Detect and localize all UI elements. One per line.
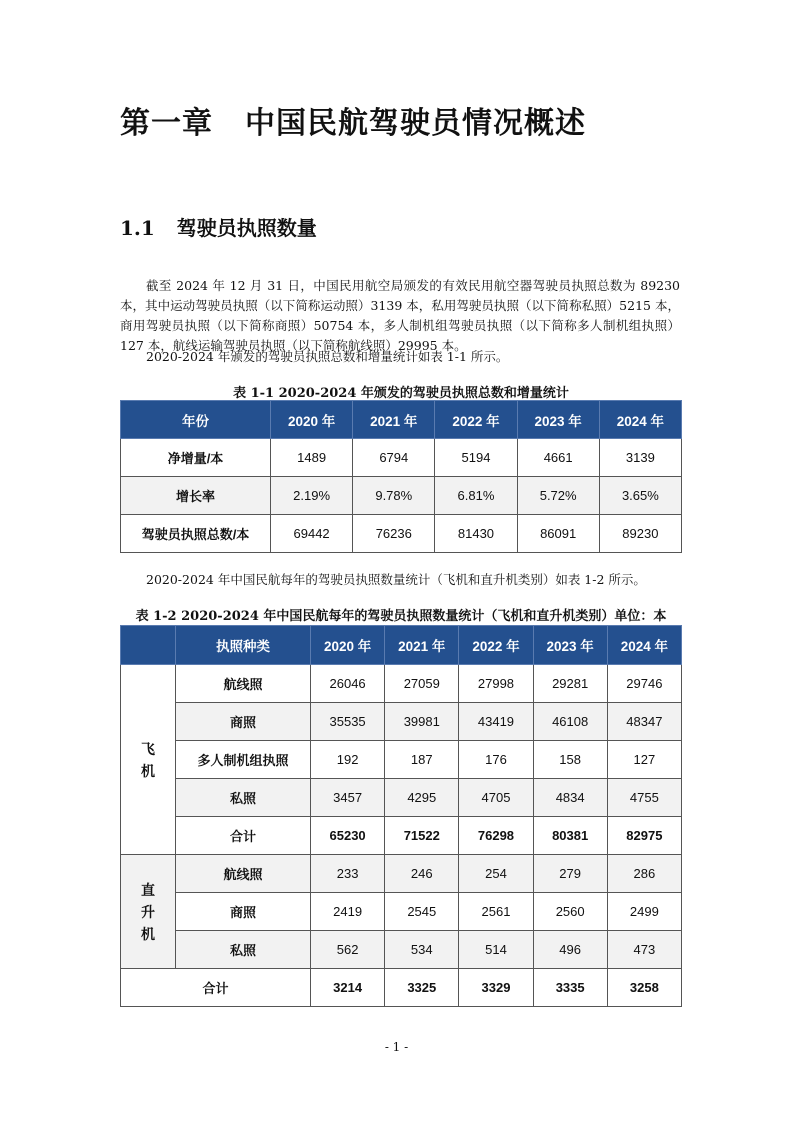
table-row (121, 779, 682, 817)
table-cell: 69442 (271, 515, 353, 553)
table-cell: 27059 (385, 665, 459, 703)
chapter-number: 第一章 (120, 106, 213, 141)
table-cell: 9.78% (353, 477, 435, 515)
column-header: 2021 年 (385, 626, 459, 665)
row-label: 合计 (176, 817, 311, 855)
table-cell: 3214 (311, 969, 385, 1007)
table-cell: 3258 (607, 969, 681, 1007)
table-row-total (121, 969, 682, 1007)
table-cell: 4705 (459, 779, 533, 817)
table-cell: 176 (459, 741, 533, 779)
table-row (121, 515, 682, 553)
table-cell: 4661 (517, 439, 599, 477)
row-label: 多人制机组执照 (176, 741, 311, 779)
row-label: 合计 (121, 969, 311, 1007)
table-cell: 29281 (533, 665, 607, 703)
table-cell: 3335 (533, 969, 607, 1007)
table-cell: 254 (459, 855, 533, 893)
table-cell: 76298 (459, 817, 533, 855)
corner-header (121, 626, 176, 665)
column-header: 2023 年 (533, 626, 607, 665)
chapter-title (120, 98, 586, 142)
table-row (121, 439, 682, 477)
table-cell: 2419 (311, 893, 385, 931)
row-label: 航线照 (176, 855, 311, 893)
table-cell: 2545 (385, 893, 459, 931)
table-cell: 35535 (311, 703, 385, 741)
table-cell: 3325 (385, 969, 459, 1007)
column-header: 2021 年 (353, 401, 435, 439)
license-totals-table (120, 400, 682, 553)
table-cell: 6794 (353, 439, 435, 477)
row-label: 航线照 (176, 665, 311, 703)
table-row (121, 477, 682, 515)
row-label: 商照 (176, 893, 311, 931)
row-label: 增长率 (121, 477, 271, 515)
table-cell: 158 (533, 741, 607, 779)
table-cell: 3457 (311, 779, 385, 817)
column-header: 2022 年 (459, 626, 533, 665)
table-cell: 82975 (607, 817, 681, 855)
table-cell: 43419 (459, 703, 533, 741)
table-cell: 27998 (459, 665, 533, 703)
table-row-subtotal (121, 817, 682, 855)
row-label: 驾驶员执照总数/本 (121, 515, 271, 553)
table-cell: 2560 (533, 893, 607, 931)
table1-reference-paragraph: 2020-2024 年颁发的驾驶员执照总数和增量统计如表 1-1 所示。 (146, 349, 509, 364)
table-cell: 65230 (311, 817, 385, 855)
table-cell: 286 (607, 855, 681, 893)
table-row (121, 931, 682, 969)
table-cell: 233 (311, 855, 385, 893)
table-cell: 192 (311, 741, 385, 779)
table-header-row (121, 401, 682, 439)
table-row (121, 741, 682, 779)
table-cell: 534 (385, 931, 459, 969)
table-cell: 39981 (385, 703, 459, 741)
table1-caption: 表 1-1 2020-2024 年颁发的驾驶员执照总数和增量统计 (233, 386, 569, 401)
row-label: 私照 (176, 931, 311, 969)
table-cell: 26046 (311, 665, 385, 703)
page-number: - 1 - (384, 1040, 409, 1054)
table-row (121, 703, 682, 741)
table-cell: 473 (607, 931, 681, 969)
column-header: 2024 年 (599, 401, 681, 439)
table-cell: 29746 (607, 665, 681, 703)
column-header: 2024 年 (607, 626, 681, 665)
group-label-helicopter: 直 升 机 (121, 855, 176, 969)
table-cell: 4834 (533, 779, 607, 817)
group-label-airplane: 飞 机 (121, 665, 176, 855)
table-cell: 71522 (385, 817, 459, 855)
column-header: 2020 年 (271, 401, 353, 439)
table-cell: 514 (459, 931, 533, 969)
table-cell: 6.81% (435, 477, 517, 515)
table-cell: 89230 (599, 515, 681, 553)
table-cell: 4295 (385, 779, 459, 817)
column-header: 年份 (121, 401, 271, 439)
table-cell: 1489 (271, 439, 353, 477)
table-row (121, 855, 682, 893)
row-label: 商照 (176, 703, 311, 741)
table-cell: 246 (385, 855, 459, 893)
table-cell: 187 (385, 741, 459, 779)
section-number: 1.1 (120, 216, 155, 240)
table-cell: 496 (533, 931, 607, 969)
table2-caption: 表 1-2 2020-2024 年中国民航每年的驾驶员执照数量统计（飞机和直升机类别）单位：本 (135, 609, 667, 624)
column-header: 2022 年 (435, 401, 517, 439)
table-cell: 80381 (533, 817, 607, 855)
table-row (121, 665, 682, 703)
table-header-row (121, 626, 682, 665)
section-title-text: 驾驶员执照数量 (176, 216, 317, 240)
table-cell: 4755 (607, 779, 681, 817)
table-cell: 2.19% (271, 477, 353, 515)
table-cell: 48347 (607, 703, 681, 741)
table-cell: 3139 (599, 439, 681, 477)
table-cell: 81430 (435, 515, 517, 553)
table-cell: 5194 (435, 439, 517, 477)
chapter-title-text: 中国民航驾驶员情况概述 (245, 106, 586, 141)
table-cell: 5.72% (517, 477, 599, 515)
table-cell: 279 (533, 855, 607, 893)
table-cell: 46108 (533, 703, 607, 741)
table-row (121, 893, 682, 931)
table-cell: 2499 (607, 893, 681, 931)
intro-paragraph: 截至 2024 年 12 月 31 日，中国民用航空局颁发的有效民用航空器驾驶员执照总数为 89230 本，其中运动驾驶员执照（以下简称运动照）3139 本，私用驾驶员执照（以下简称私照）5215 本，商用驾驶员执照（以下简称商照）50754 本，多人制机组驾驶员执照（以下简称多人制机组执照）127 本，航线运输驾驶员执照（以下简称航线照）29995 本。 (120, 278, 680, 353)
section-title (120, 212, 317, 241)
row-label: 净增量/本 (121, 439, 271, 477)
license-by-category-table (120, 625, 682, 1007)
table-cell: 3329 (459, 969, 533, 1007)
column-header: 执照种类 (176, 626, 311, 665)
table-cell: 127 (607, 741, 681, 779)
row-label: 私照 (176, 779, 311, 817)
table-cell: 562 (311, 931, 385, 969)
table-cell: 76236 (353, 515, 435, 553)
column-header: 2023 年 (517, 401, 599, 439)
column-header: 2020 年 (311, 626, 385, 665)
table-cell: 2561 (459, 893, 533, 931)
table-cell: 3.65% (599, 477, 681, 515)
table-cell: 86091 (517, 515, 599, 553)
table2-reference-paragraph: 2020-2024 年中国民航每年的驾驶员执照数量统计（飞机和直升机类别）如表 1-2 所示。 (146, 572, 646, 587)
